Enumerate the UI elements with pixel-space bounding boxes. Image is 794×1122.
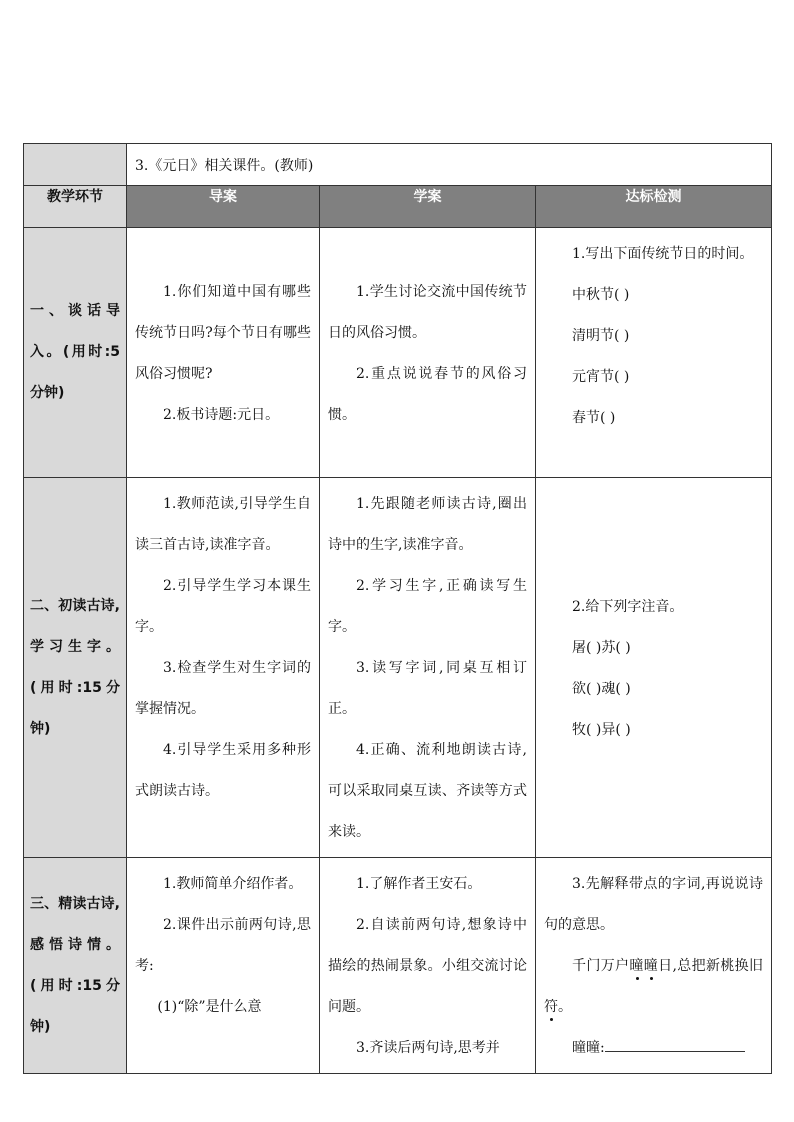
lesson-plan-table [23,143,772,1074]
guide-item: 2.板书诗题:元日。 [163,406,280,423]
guide-item: 1.教师简单介绍作者。 [163,876,303,892]
study-item: 4.正确、流利地朗读古诗,可以采取同桌互读、齐读等方式来读。 [328,742,527,840]
materials-row [24,144,772,186]
guide-cell [127,478,320,858]
guide-item: 1.教师范读,引导学生自读三首古诗,读准字音。 [135,496,311,553]
study-cell [320,478,536,858]
dotted-char: 曈 [629,958,644,974]
guide-cell [127,228,320,478]
answer-blank[interactable] [605,1037,745,1052]
poem-text: 千门万户 [572,958,630,974]
stage-row-2 [24,478,772,858]
materials-label-cell [24,144,127,186]
poem-text: 。 [558,999,572,1015]
check-question: 3.先解释带点的字词,再说说诗句的意思。 [544,876,763,933]
stage-name: 二、初读古诗,学习生字。(用时:15分钟) [24,478,127,858]
stage-row-1 [24,228,772,478]
poem-text: 日,总把新桃换旧 [658,958,764,974]
materials-cell [127,144,772,186]
study-item: 3.齐读后两句诗,思考并 [356,1040,500,1056]
guide-item: (1)“除”是什么意 [157,999,262,1015]
guide-item: 4.引导学生采用多种形式朗读古诗。 [135,742,311,799]
materials-text: 3.《元日》相关课件。(教师) [135,157,314,174]
check-item: 元宵节( ) [572,369,630,385]
check-item: 春节( ) [572,410,616,426]
check-item: 清明节( ) [572,328,630,344]
study-item: 1.学生讨论交流中国传统节日的风俗习惯。 [328,283,527,341]
stage-name: 三、精读古诗,感悟诗情。(用时:15分钟) [24,858,127,1074]
check-cell [536,858,772,1074]
guide-item: 2.课件出示前两句诗,思考: [135,917,311,974]
check-cell [536,228,772,478]
answer-label: 曈曈: [572,1040,605,1056]
answer-line [544,1028,763,1069]
study-cell [320,228,536,478]
header-study: 学案 [320,186,536,228]
poem-line [544,946,763,1028]
study-item: 1.了解作者王安石。 [356,876,482,892]
check-question: 1.写出下面传统节日的时间。 [572,246,754,262]
header-row [24,186,772,228]
study-cell [320,858,536,1074]
check-question: 2.给下列字注音。 [572,598,684,615]
header-stage: 教学环节 [24,186,127,228]
study-item: 1.先跟随老师读古诗,圈出诗中的生字,读准字音。 [328,496,527,553]
guide-cell [127,858,320,1074]
header-guide: 导案 [127,186,320,228]
dotted-char: 符 [544,999,558,1015]
check-item: 屠( )苏( ) [572,639,631,656]
study-item: 2.学习生字,正确读写生字。 [328,578,527,635]
dotted-char: 曈 [643,958,659,974]
check-item: 牧( )异( ) [572,721,631,738]
study-item: 3.读写字词,同桌互相订正。 [328,660,527,717]
header-check: 达标检测 [536,186,772,228]
stage-name: 一、谈话导入。(用时:5分钟) [24,228,127,478]
check-item: 中秋节( ) [572,287,630,303]
guide-item: 1.你们知道中国有哪些传统节日吗?每个节日有哪些风俗习惯呢? [135,283,311,382]
guide-item: 3.检查学生对生字词的掌握情况。 [135,660,311,717]
check-item: 欲( )魂( ) [572,680,631,697]
stage-row-3 [24,858,772,1074]
guide-item: 2.引导学生学习本课生字。 [135,578,311,635]
study-item: 2.重点说说春节的风俗习惯。 [328,365,527,423]
study-item: 2.自读前两句诗,想象诗中描绘的热闹景象。小组交流讨论问题。 [328,917,527,1015]
check-cell [536,478,772,858]
